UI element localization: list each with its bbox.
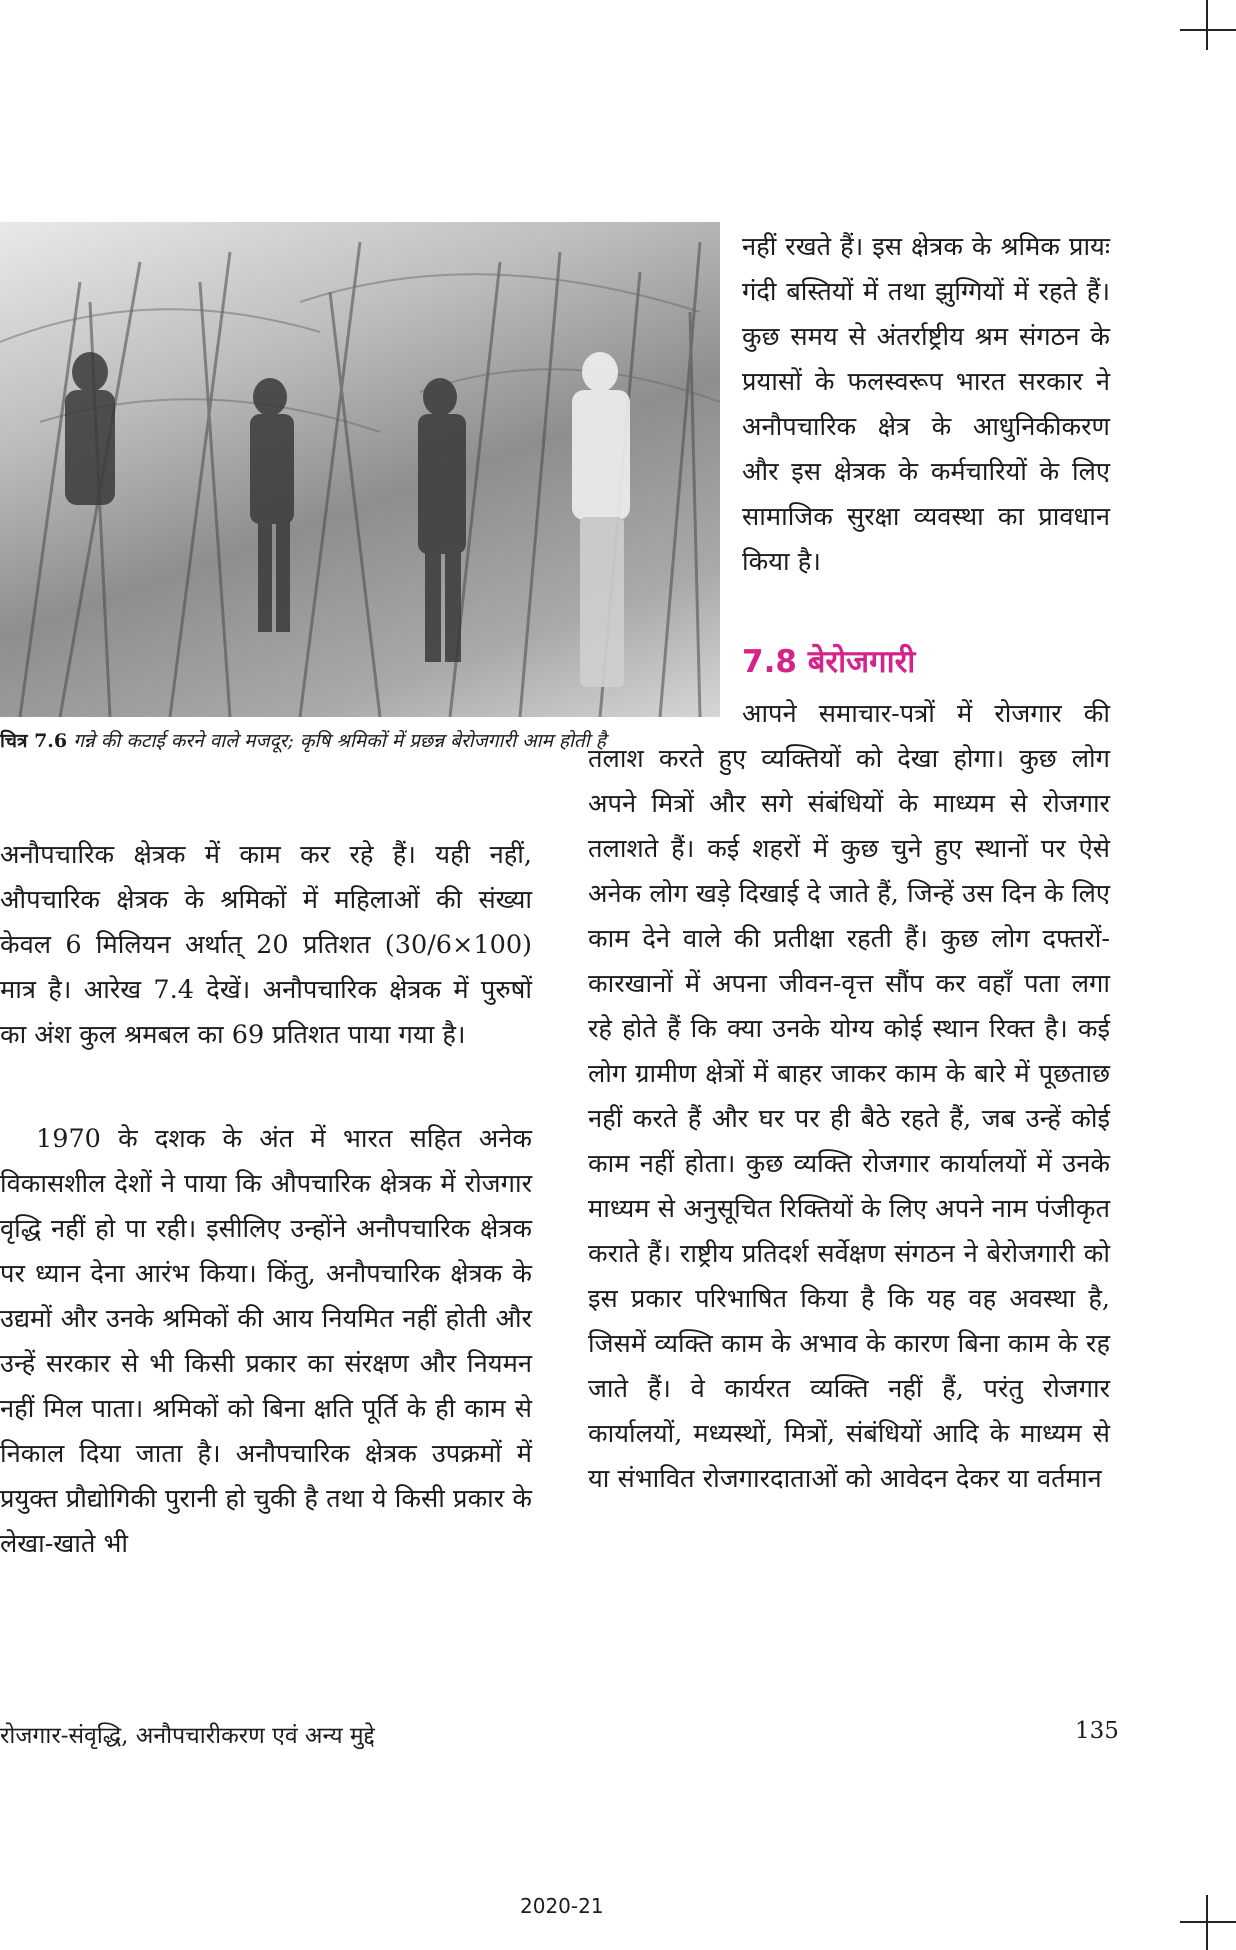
figure-caption [0, 727, 660, 756]
year-label: 2020-21 [520, 1894, 604, 1918]
right-main-paragraph: आपने समाचार-पत्रों में रोजगार की तलाश करते हुए व्यक्तियों को देखा होगा। कुछ लोग अपने मित्रों और सगे संबंधियों के माध्यम से रोजगार तलाशते हैं। कई शहरों में कुछ चुने हुए स्थानों पर ऐसे अनेक लोग खड़े दिखाई दे जाते हैं, जिन्हें उस दिन के लिए काम देने वाले की प्रतीक्षा रहती हैं। कुछ लोग दफ्तरों-कारखानों में अपना जीवन-वृत्त सौंप कर वहाँ पता लगा रहे होते हैं कि क्या उनके योग्य कोई स्थान रिक्त है। कई लोग ग्रामीण क्षेत्रों में बाहर जाकर काम के बारे में पूछताछ नहीं करते हैं और घर पर ही बैठे रहते हैं, जब उन्हें कोई काम नहीं होता। कुछ व्यक्ति रोजगार कार्यालयों में उनके माध्यम से अनुसूचित रिक्तियों के लिए अपने नाम पंजीकृत कराते हैं। राष्ट्रीय प्रतिदर्श सर्वेक्षण संगठन ने बेरोजगारी को इस प्रकार परिभाषित किया है कि यह वह अवस्था है, जिसमें व्यक्ति काम के अभाव के कारण बिना काम के रह जाते हैं। वे कार्यरत व्यक्ति नहीं हैं, परंतु रोजगार कार्यालयों, मध्यस्थों, मित्रों, संबंधियों आदि के माध्यम से या संभावित रोजगारदाताओं को आवेदन देकर या वर्तमान [588, 699, 1110, 1494]
crop-mark-bottom-right-h [1180, 1921, 1236, 1923]
crop-mark-top-right-v [1206, 0, 1208, 50]
right-top-paragraph: नहीं रखते हैं। इस क्षेत्रक के श्रमिक प्रायः गंदी बस्तियों में तथा झुग्गियों में रहते हैं। कुछ समय से अंतर्राष्ट्रीय श्रम संगठन के प्रयासों के फलस्वरूप भारत सरकार ने अनौपचारिक क्षेत्र के आधुनिकीकरण और इस क्षेत्रक के कर्मचारियों के लिए सामाजिक सुरक्षा व्यवस्था का प्रावधान किया है। [742, 232, 1110, 577]
chapter-title-footer: रोजगार-संवृद्धि, अनौपचारीकरण एवं अन्य मुद्दे [0, 1723, 375, 1749]
figure-label: चित्र 7.6 [0, 730, 68, 752]
figure-caption-text: गन्ने की कटाई करने वाले मजदूर; कृषि श्रमिकों में प्रछन्न बेरोजगारी आम होती है [73, 730, 606, 752]
sugarcane-harvest-photo [0, 222, 720, 717]
crop-mark-top-right-h [1180, 29, 1236, 31]
crop-mark-bottom-right-v [1206, 1895, 1208, 1950]
section-heading: 7.8 बेरोजगारी [742, 644, 916, 680]
left-paragraph-1: अनौपचारिक क्षेत्रक में काम कर रहे हैं। यही नहीं, औपचारिक क्षेत्रक के श्रमिकों में महिलाओं की संख्या केवल 6 मिलियन अर्थात् 20 प्रतिशत (30/6×100) मात्र है। आरेख 7.4 देखें। अनौपचारिक क्षेत्रक में पुरुषों का अंश कुल श्रमबल का 69 प्रतिशत पाया गया है। [0, 840, 532, 1050]
page-number: 135 [1075, 1718, 1119, 1744]
left-paragraph-2: 1970 के दशक के अंत में भारत सहित अनेक विकासशील देशों ने पाया कि औपचारिक क्षेत्रक में रोजगार वृद्धि नहीं हो पा रही। इसीलिए उन्होंने अनौपचारिक क्षेत्रक पर ध्यान देना आरंभ किया। किंतु, अनौपचारिक क्षेत्रक के उद्यमों और उनके श्रमिकों की आय नियमित नहीं होती और उन्हें सरकार से भी किसी प्रकार का संरक्षण और नियमन नहीं मिल पाता। श्रमिकों को बिना क्षति पूर्ति के ही काम से निकाल दिया जाता है। अनौपचारिक क्षेत्रक उपक्रमों में प्रयुक्त प्रौद्योगिकी पुरानी हो चुकी है तथा ये किसी प्रकार के लेखा-खाते भी [0, 1124, 532, 1559]
